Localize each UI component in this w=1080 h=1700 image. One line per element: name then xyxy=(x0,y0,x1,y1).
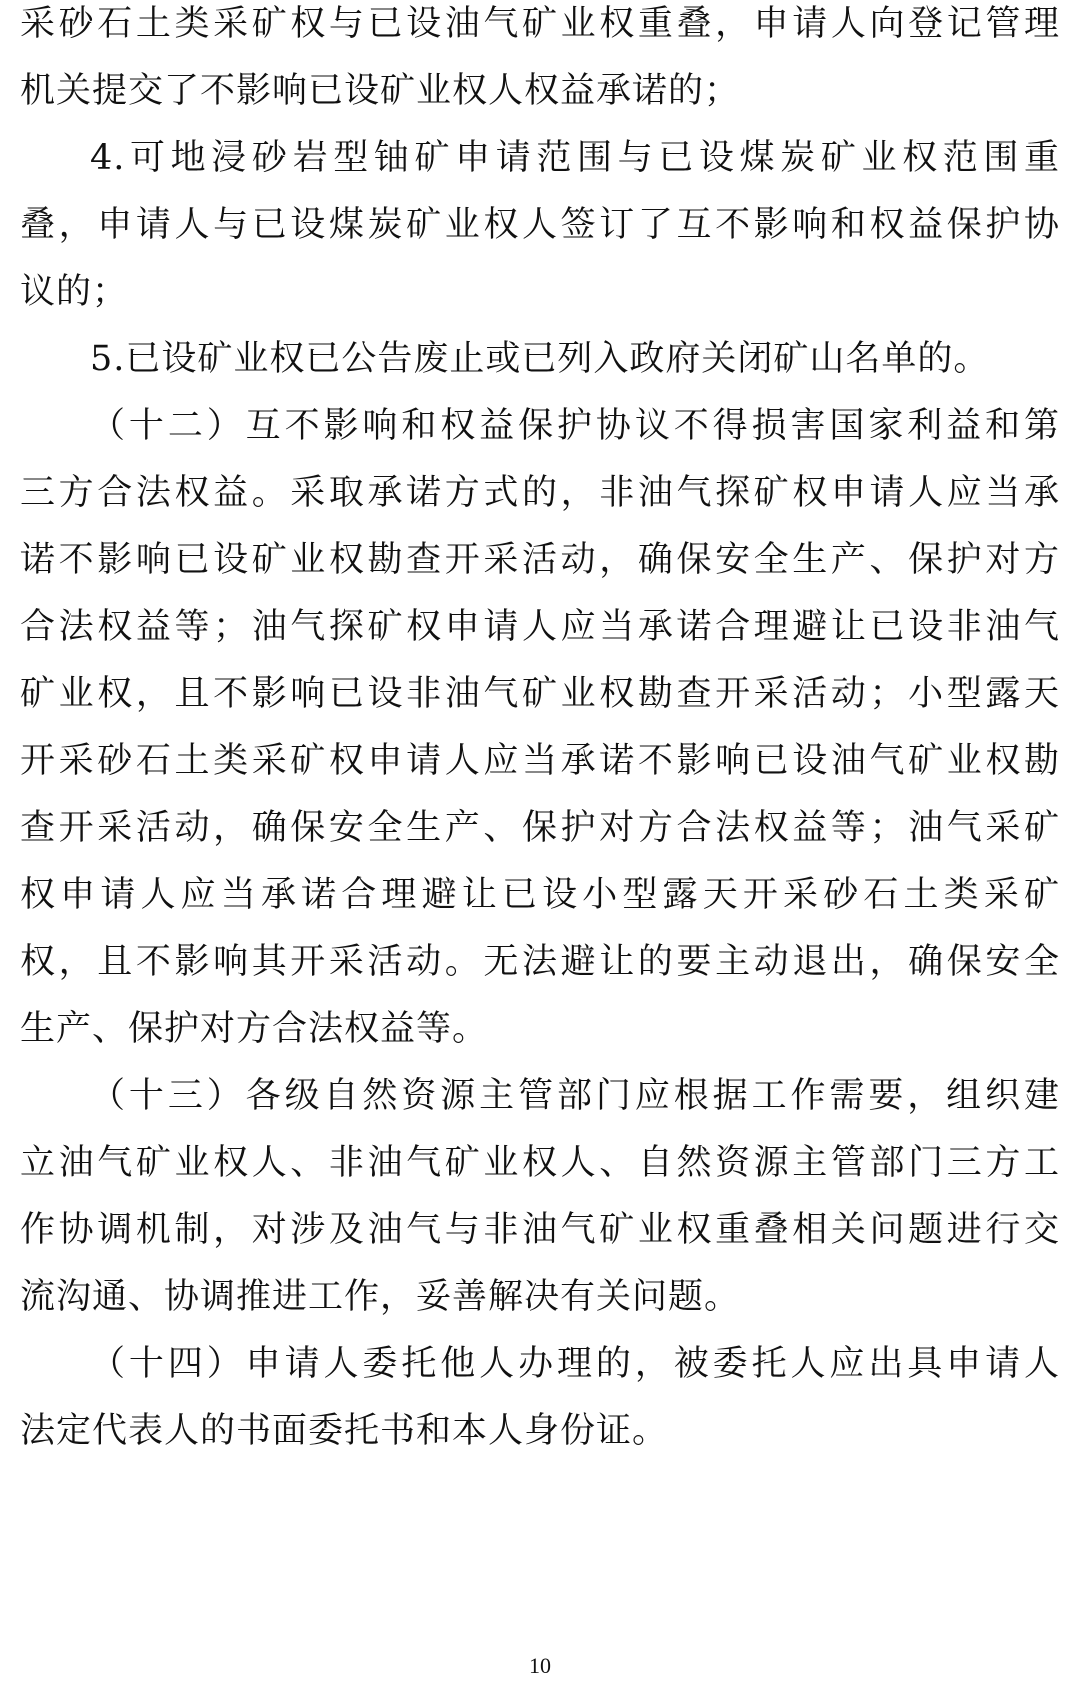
text-line: 议的； xyxy=(20,272,129,312)
text-line: 采砂石土类采矿权与已设油气矿业权重叠，申请人向登记管理 xyxy=(20,4,1060,44)
text-line: 立油气矿业权人、非油气矿业权人、自然资源主管部门三方工 xyxy=(20,1143,1060,1183)
text-line: 诺不影响已设矿业权勘查开采活动，确保安全生产、保护对方 xyxy=(20,540,1060,580)
list-item-4: 4.可地浸砂岩型铀矿申请范围与已设煤炭矿业权范围重 xyxy=(90,138,1060,178)
section-13-heading: （十三）各级自然资源主管部门应根据工作需要，组织建 xyxy=(90,1076,1060,1116)
text-line: 法定代表人的书面委托书和本人身份证。 xyxy=(20,1411,669,1451)
text-line: 叠，申请人与已设煤炭矿业权人签订了互不影响和权益保护协 xyxy=(20,205,1060,245)
text-line: 流沟通、协调推进工作，妥善解决有关问题。 xyxy=(20,1277,741,1317)
text-line: 机关提交了不影响已设矿业权人权益承诺的； xyxy=(20,71,741,111)
text-line: 查开采活动，确保安全生产、保护对方合法权益等；油气采矿 xyxy=(20,808,1060,848)
text-line: 权申请人应当承诺合理避让已设小型露天开采砂石土类采矿 xyxy=(20,875,1060,915)
text-line: 权，且不影响其开采活动。无法避让的要主动退出，确保安全 xyxy=(20,942,1060,982)
text-line: 开采砂石土类采矿权申请人应当承诺不影响已设油气矿业权勘 xyxy=(20,741,1060,781)
text-line: 矿业权，且不影响已设非油气矿业权勘查开采活动；小型露天 xyxy=(20,674,1060,714)
text-line: 生产、保护对方合法权益等。 xyxy=(20,1009,489,1049)
text-line: 合法权益等；油气探矿权申请人应当承诺合理避让已设非油气 xyxy=(20,607,1060,647)
page-number: 10 xyxy=(529,1653,551,1678)
section-14-heading: （十四）申请人委托他人办理的，被委托人应出具申请人 xyxy=(90,1344,1060,1384)
section-12-heading: （十二）互不影响和权益保护协议不得损害国家利益和第 xyxy=(90,406,1060,446)
text-line: 三方合法权益。采取承诺方式的，非油气探矿权申请人应当承 xyxy=(20,473,1060,513)
list-item-5: 5.已设矿业权已公告废止或已列入政府关闭矿山名单的。 xyxy=(90,339,990,379)
text-line: 作协调机制，对涉及油气与非油气矿业权重叠相关问题进行交 xyxy=(20,1210,1060,1250)
